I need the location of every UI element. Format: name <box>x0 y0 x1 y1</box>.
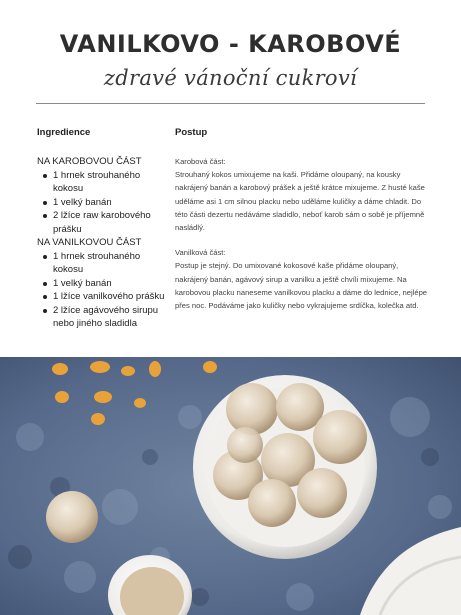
header-divider <box>36 103 425 104</box>
list-item: 1 velký banán <box>53 196 169 210</box>
karob-ingredient-list <box>37 169 169 237</box>
recipe-title: VANILKOVO - KAROBOVÉ <box>59 30 402 58</box>
list-item: 1 velký banán <box>53 277 169 291</box>
ingredients-column <box>37 127 169 331</box>
list-item: 1 hrnek strouhaného kokosu <box>53 250 169 277</box>
vanilla-ingredient-list <box>37 250 169 331</box>
procedure-column <box>175 127 430 312</box>
karob-instructions: Strouhaný kokos umixujeme na kaši. Přidáme oloupaný, na kousky nakrájený banán a karobový prášek a ještě krátce mixujeme. Z husté kaše uděláme asi 1 cm silnou placku nebo uděláme kuličky a dáme chladit. Do této části dezertu nedáváme sladidlo, neboť karob sám o sobě je příjemně nasládlý. <box>175 170 425 233</box>
list-item: 1 lžíce vanilkového prášku <box>53 290 169 304</box>
ingredients-heading: Ingredience <box>37 127 91 138</box>
procedure-heading: Postup <box>175 127 208 138</box>
list-item: 1 hrnek strouhaného kokosu <box>53 169 169 196</box>
list-item: 2 lžíce agávového sirupu nebo jiného sladidla <box>53 304 169 331</box>
karob-label: Karobová část: <box>175 157 226 166</box>
coconut-balls-photo <box>0 357 461 615</box>
list-item: 2 lžíce raw karobového prášku <box>53 209 169 236</box>
recipe-subtitle: zdravé vánoční cukroví <box>103 66 358 90</box>
vanilla-label: Vanilková část: <box>175 248 226 258</box>
vanilla-section-heading: NA VANILKOVOU ČÁST <box>37 237 142 248</box>
karob-section-heading: NA KAROBOVOU ČÁST <box>37 156 142 167</box>
vanilla-instructions: Postup je stejný. Do umixované kokosové kaše přidáme oloupaný, nakrájený banán, agávový sirup a vanilku a ještě chvíli mixujeme. Na karobovou placku naneseme vanilkovou placku a dáme do lednice, nejlépe přes noc. Podáváme jako kuličky nebo vykrajujeme srdíčka, kolečka atd. <box>175 261 428 311</box>
